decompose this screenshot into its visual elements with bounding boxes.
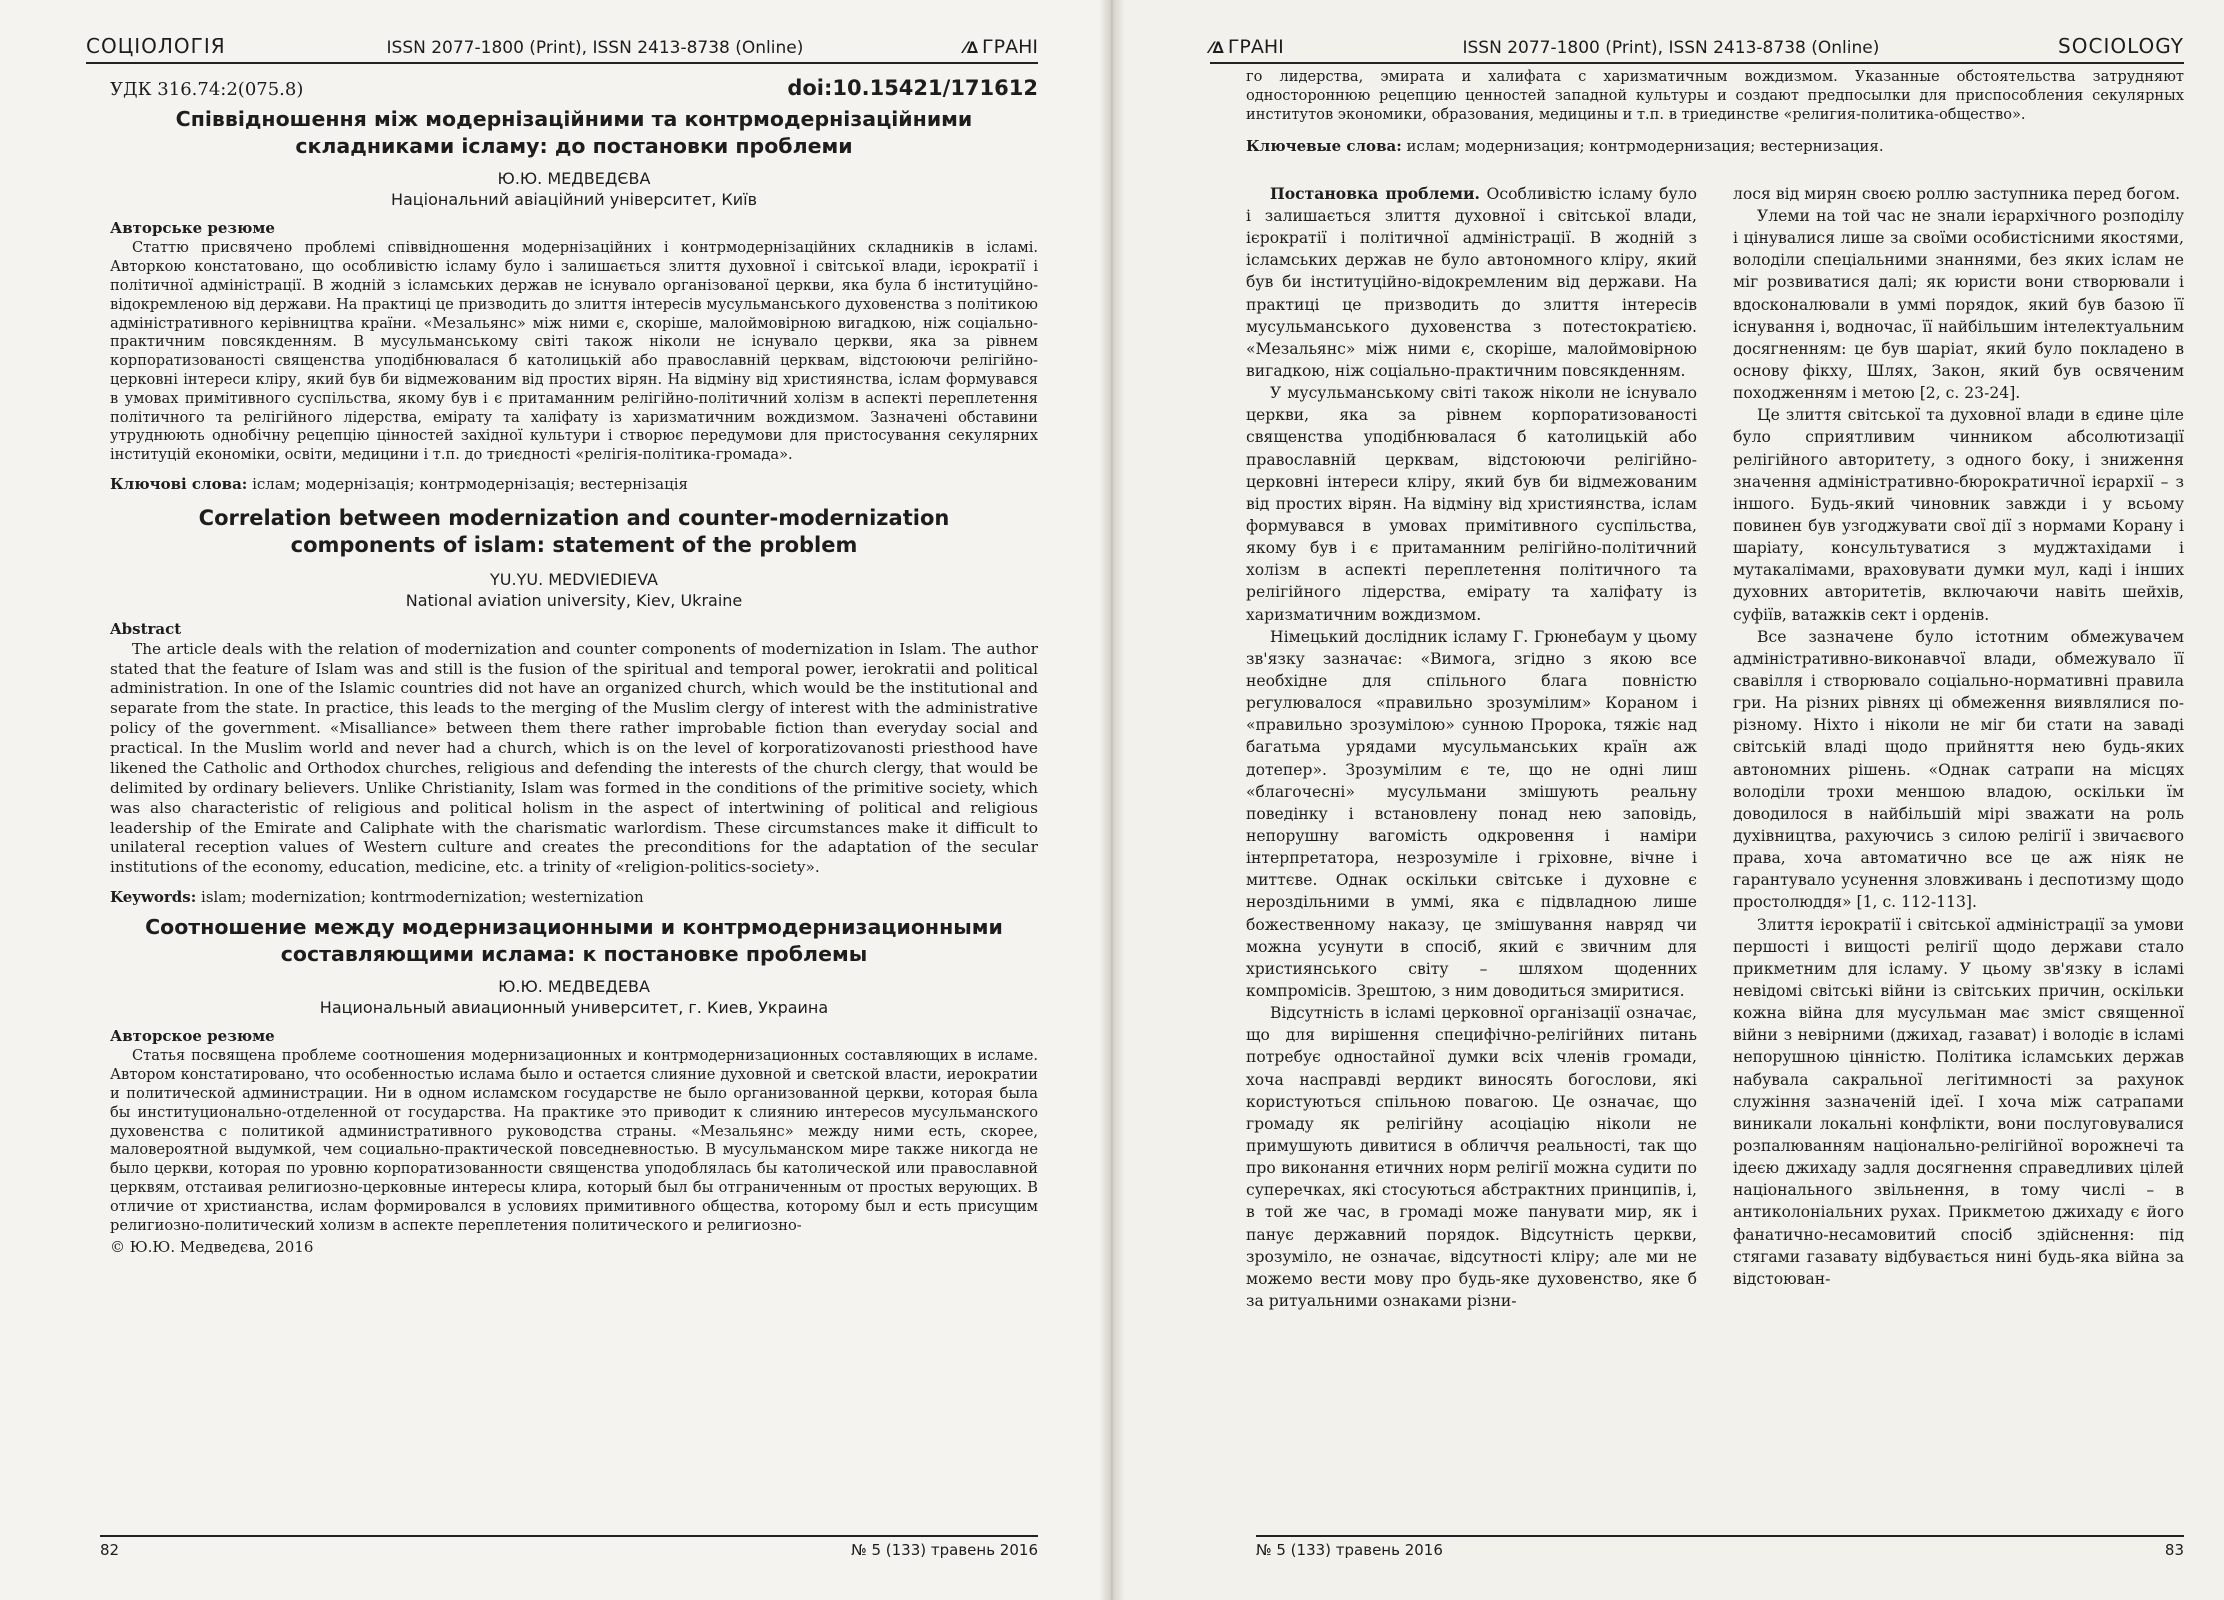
paragraph: Злиття ієрократії і світської адміністрації за умови першості і вищості релігії щодо держави стало прикметним для ісламу. У цьому зв'язку в ісламі невідомі світські війни із світських причин, оскільки кожна війна для мусульман має зміст священної війни з невірними (джихад, газават) і володіє в ісламі непорушною цінністю. Політика ісламських держав набувала сакральної легітимності за рахунок служіння зазначеній ідеї. І хоча між сатрапами виникали локальні конфлікти, вони послуговувалися розпалюванням національно-релігійної ворожнечі та ідеєю джихаду задля досягнення справедливих цілей національного звільнення, в тому числі – в антиколоніальних рухах. Прикметою джихаду є його фанатично-несамовитий спосіб здійснення: під стягами газавату відбувається нині будь-яка війна за відстоюван-	[1733, 915, 2184, 1288]
section-title: СОЦІОЛОГІЯ	[86, 34, 226, 58]
en-keywords-text: islam; modernization; kontrmodernization; westernization	[201, 888, 644, 907]
ru-abstract: Статья посвящена проблеме соотношения модернизационных и контрмодернизационных составляющих в исламе. Автором констатировано, что особенностью ислама было и остается слияние духовной и светской власти, иерократии и политической администрации. Ни в одном исламском государстве не было организованной церкви, которая была бы институционально-отделенной от государства. На практике это приводит к слиянию интересов мусульманского духовенства с политикой административного руководства страны. «Мезальянс» между ними есть, скорее, маловероятной выдумкой, чем социально-практической повседневностью. В мусульманском мире также никогда не было церкви, которая по уровню корпоратизованности священства уподоблялась бы католической или православной церквям, отстаивая религиозно-церковные интересы клира, который был бы отграниченным от простых верующих. В отличие от христианства, ислам формировался в условиях примитивного общества, которому был и есть присущим религиозно-политический холизм в аспекте переплетения политического и религиозно-	[110, 1047, 1038, 1234]
body-column-2	[1733, 183, 2184, 1312]
issue-info: № 5 (133) травень 2016	[851, 1541, 1038, 1559]
issn-line: ISSN 2077-1800 (Print), ISSN 2413-8738 (Online)	[386, 38, 804, 58]
right-page-header	[1210, 22, 2184, 64]
paragraph: Відсутність в ісламі церковної організації означає, що для вирішення специфічно-релігійних питань потребує одностайної думки всіх членів громади, хоча насправді вердикт виносять богослови, які користуються спільною повагою. Це означає, що громаду як релігійну асоціацію ніколи не примушують дивитися в обличчя реальності, так що про виконання етичних норм релігії можна судити по суперечках, які стосуються абстрактних принципів, і, в той же час, в громаді може панувати мир, як і панує державний порядок. Відсутність церкви, зрозуміло, не означає, відсутності кліру; але ми не можемо вести мову про будь-яке духовенство, яке б за ритуальними ознаками різни-	[1246, 1004, 1697, 1310]
body-column-1	[1246, 183, 1697, 1312]
left-page-header	[86, 22, 1038, 64]
ua-abstract-heading: Авторське резюме	[110, 219, 275, 238]
journal-brand	[1210, 36, 1284, 58]
issn-line: ISSN 2077-1800 (Print), ISSN 2413-8738 (Online)	[1462, 38, 1880, 58]
paragraph: У мусульманському світі також ніколи не існувало церкви, яка за рівнем корпоратизованості священства уподібнювалася б католицькій або православній церквам, відстоюючи релігійно-церковні інтереси кліру, який був би відмежованим від простих вірян. На відміну від християнства, іслам формувався в умовах примітивного суспільства, якому був і є притаманним релігійно-політичний холізм в аспекті переплетення політичного та релігійного лідерства, емірату та халіфату із харизматичним вождизмом.	[1246, 384, 1697, 624]
ru-keywords	[1246, 137, 2184, 155]
ua-abstract: Статтю присвячено проблемі співвідношення модернізаційних і контрмодернізаційних складників в ісламі. Авторкою констатовано, що особливістю ісламу було і залишається злиття духовної і світської влади, ієрократії і політичної адміністрації. В жодній з ісламських держав не існувало організованої церкви, яка була б інституційно-відокремленою від держави. На практиці це призводить до злиття інтересів мусульманського духовенства з політикою адміністративного керівництва країни. «Мезальянс» між ними є, скоріше, малоймовірною вигадкою, ніж соціально-практичним повсякденням. В мусульманському світі також ніколи не існувало церкви, яка за рівнем корпоратизованості священства уподібнювалася б католицькій або православній церквам, відстоюючи релігійно-церковні інтереси кліру, який був би відмежованим від простих вірян. На відміну від християнства, іслам формувався в умовах примітивного суспільства, якому був і є притаманним релігійно-політичний холізм в аспекті переплетення політичного та релігійного лідерства, еміратy та халіфату із харизматичним вождизмом. Зазначені обставини утруднюють однобічну рецепцію цінностей західної культури і створює передумови для пристосування секулярних інституцій економіки, освіти, медицини і т.п. до триєдності «релігія-політика-громада».	[110, 239, 1038, 464]
meta-row	[110, 76, 1038, 100]
en-keywords-label: Keywords:	[110, 888, 197, 907]
right-page-footer	[1256, 1535, 2184, 1565]
page-number: 83	[2164, 1541, 2184, 1559]
doi: doi:10.15421/171612	[787, 76, 1038, 100]
ua-keywords	[110, 475, 1038, 493]
journal-logo-icon: ⁄∆	[1210, 37, 1224, 57]
ru-author: Ю.Ю. МЕДВЕДЕВА	[498, 977, 650, 997]
ru-title: Соотношение между модернизационными и контрмодернизационными составляющими ислама: к постановке проблемы	[145, 915, 1003, 966]
paragraph: Улеми на той час не знали ієрархічного розподілу і цінувалися лише за своїми особистісними якостями, володіли спеціальними знаннями, без яких іслам не міг розвиватися далі; як юристи вони створювали і вдосконалювали в уммі порядок, який був базою її існування і, водночас, її найбільшим інтелектуальним досягненням: це був шаріат, який було покладено в основу фікху, Шлях, Закон, який був освяченим походженням і метою [2, с. 23-24].	[1733, 207, 2184, 403]
ru-keywords-text: ислам; модернизация; контрмодернизация; вестернизация.	[1406, 136, 1884, 155]
journal-logo-icon: ⁄∆	[964, 37, 979, 57]
ua-title: Співвідношення між модернізаційними та контрмодернізаційними складниками ісламу: до постановки проблеми	[175, 107, 973, 158]
en-abstract-heading: Abstract	[110, 619, 182, 638]
paragraph: Це злиття світської та духовної влади в єдине ціле було сприятливим чинником абсолютизації релігійного авторитету, з одного боку, і зниження значення адміністративно-бюрократичної ієрархії – з іншого. Будь-який чиновник завжди і у всьому повинен був узгоджувати свої дії з нормами Корану і шаріату, консультуватися з муджтахідами і мутакалімами, враховувати думки мул, каді і інших духовних авторитетів, включаючи навіть шейхів, суфіїв, ватажків сект і орденів.	[1733, 406, 2184, 624]
copyright: © Ю.Ю. Медведєва, 2016	[110, 1237, 314, 1256]
en-title: Correlation between modernization and counter-modernization components of islam: statement of the problem	[198, 506, 950, 558]
ru-keywords-label: Ключевые слова:	[1246, 136, 1402, 155]
journal-name: ГРАНІ	[1227, 36, 1284, 58]
paragraph: лося від мирян своєю роллю заступника перед богом.	[1733, 184, 2181, 203]
en-affiliation: National aviation university, Kiev, Ukraine	[405, 590, 743, 610]
right-page	[1116, 0, 2224, 1600]
page-number: 82	[100, 1541, 120, 1559]
ua-affiliation: Національний авіаційний університет, Київ	[390, 190, 758, 210]
right-page-content	[1246, 68, 2184, 1312]
section-lead: Постановка проблеми.	[1270, 183, 1480, 203]
ua-author: Ю.Ю. МЕДВЕДЄВА	[497, 169, 651, 189]
left-page	[0, 0, 1108, 1600]
ru-affiliation: Национальный авиационный университет, г. Киев, Украина	[319, 998, 829, 1018]
en-keywords	[110, 888, 1038, 906]
book-gutter	[1100, 0, 1124, 1600]
paragraph: Німецький дослідник ісламу Г. Грюнебаум у цьому зв'язку зазначає: «Вимога, згідно з якою все необхідне для спільного блага повністю регулювалося «правильно зрозумілим» Кораном і «правильно зрозумілою» сунною Пророка, тяжіє над багатьма урядами мусульманських країн аж дотепер». Зрозумілим є те, що не одні лиш «благочесні» мусульмани змішують реальну поведінку і встановлену понад нею заповідь, непорушну вагомість одкровення і наміри інтерпретатора, незрозуміле і гріховне, вічне і миттєве. Однак оскільки світське і духовне є нероздільними в уммі, яка є підвладною лише божественному наказу, це змішування навряд чи можна усунути в спосіб, який є звичним для християнського світу – шляхом щоденних компромісів. Зрештою, з ним доводиться змиритися.	[1246, 627, 1697, 1000]
journal-brand	[964, 36, 1038, 58]
paragraph-text: Особливістю ісламу було і залишається злиття духовної і світської влади, ієрократії і політичної адміністрації. В жодній з ісламських держав не було автономного кліру, який був би інституційно-відокремленим від держави. На практиці це призводить до злиття інтересів мусульманського духовенства з потестократією. «Мезальянс» між ними є, скоріше, малоймовірною вигадкою, ніж соціально-практичним повсякденням.	[1246, 184, 1697, 381]
en-author: YU.YU. MEDVIEDIEVA	[490, 569, 658, 589]
paragraph	[1246, 183, 1697, 382]
en-abstract: The article deals with the relation of modernization and counter components of modernization in Islam. The author stated that the feature of Islam was and still is the fusion of the spiritual and temporal power, ierokratii and political administration. In one of the Islamic countries did not have an organized church, which would be the institutional and separate from the state. In practice, this leads to the merging of the Muslim clergy of interest with the administrative policy of the government. «Misalliance» between them there rather improbable fiction than everyday social and practical. In the Muslim world and never had a church, which is on the level of korporatizovanosti priesthood have likened the Catholic and Orthodox churches, religious and defending the interests of the church clergy, that would be delimited by ordinary believers. Unlike Christianity, Islam was formed in the conditions of the primitive society, which was also characteristic of religious and political holism in the aspect of intertwining of political and religious leadership of the Emirate and Caliphate with the charismatic warlordism. These circumstances make it difficult to unilateral reception values of Western culture and creates the preconditions for the adaptation of the secular institutions of the economy, education, medicine, etc. a trinity of «religion-politics-society».	[110, 639, 1038, 877]
issue-info: № 5 (133) травень 2016	[1256, 1541, 1443, 1559]
body-columns	[1246, 183, 2184, 1312]
ru-abstract-heading: Авторское резюме	[110, 1027, 275, 1046]
left-page-content	[110, 76, 1038, 1256]
left-page-footer	[100, 1535, 1038, 1565]
ru-abstract-continuation: го лидерства, эмирата и халифата с харизматичным вождизмом. Указанные обстоятельства затрудняют одностороннюю рецепцию ценностей западной культуры и создают предпосылки для приспособления секулярных институтов экономики, образования, медицины и т.п. в триединстве «религия-политика-общество».	[1246, 68, 2184, 123]
section-title: SOCIOLOGY	[2058, 34, 2184, 58]
ua-keywords-label: Ключові слова:	[110, 475, 248, 494]
udc-code: УДК 316.74:2(075.8)	[110, 79, 304, 100]
ua-keywords-text: іслам; модернізація; контрмодернізація; вестернізація	[252, 475, 689, 494]
journal-name: ГРАНІ	[982, 36, 1038, 58]
paragraph: Все зазначене було істотним обмежувачем адміністративно-виконавчої влади, обмежувало її свавілля і створювало соціально-нормативні правила гри. На різних рівнях ці обмеження виявлялися по-різному. Ніхто і ніколи не міг би стати на заваді світській владі щодо прийняття нею будь-яких автономних рішень. «Однак сатрапи на місцях володіли трохи меншою владою, оскільки їм доводилося в найбільшій мірі зважати на роль духівництва, рахуючись з силою релігії і звичаєвого права, хоча автоматично все це аж ніяк не гарантувало усунення зловживань і деспотизму щодо простолюддя» [1, с. 112-113].	[1733, 627, 2184, 912]
